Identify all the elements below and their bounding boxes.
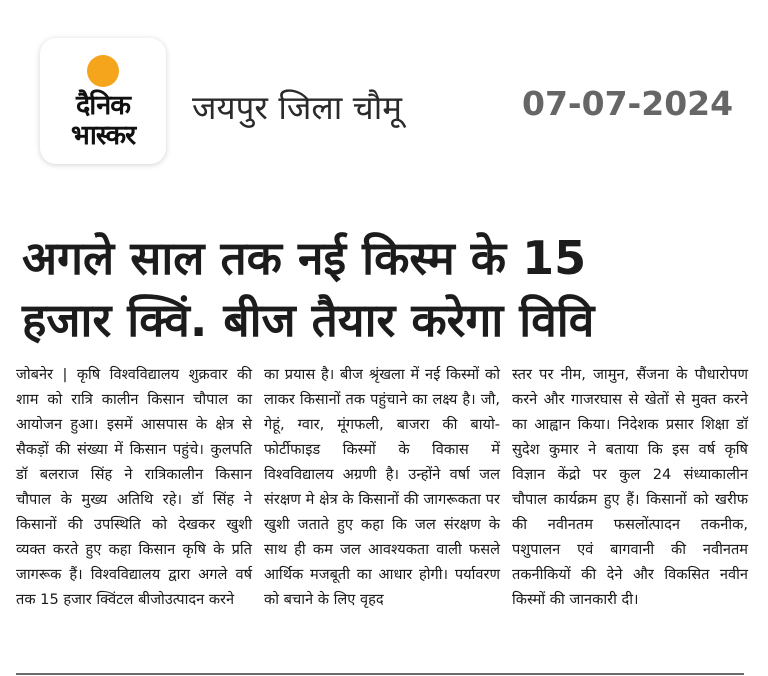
article-column-2: का प्रयास है। बीज श्रृंखला में नई किस्मों को लाकर किसानों तक पहुंचाने का लक्ष्य है। जौ, गेहूं, ग्वार, मूंगफली, बाजरा की बायो-फोर्टीफाइड किस्मों के विकास में विश्वविद्यालय अग्रणी है। उन्होंने वर्षा जल संरक्षण मे क्षेत्र के किसानों की जागरूकता पर खुशी जताते हुए कहा कि जल संरक्षण के साथ ही कम जल आवश्यकता वाली फसले आर्थिक मजबूती का आधार होगी। पर्यावरण को बचाने के लिए वृहद — [264, 366, 500, 608]
header — [0, 0, 768, 200]
logo-text-line2: भास्कर — [70, 120, 136, 151]
headline-line-1: अगले साल तक नई किस्म के 15 — [22, 231, 587, 285]
place-label: जयपुर जिला चौमू — [192, 88, 403, 127]
article-body — [16, 362, 756, 662]
article-column-1: जोबनेर | कृषि विश्वविद्यालय शुक्रवार की शाम को रात्रि कालीन किसान चौपाल का आयोजन हुआ। इसमें आसपास के क्षेत्र से सैकड़ों की संख्या में किसान पहुंचे। कुलपति डॉ बलराज सिंह ने रात्रिकालीन किसान चौपाल के मुख्य अतिथि रहे। डॉ सिंह ने किसानों की उपस्थिति को देखकर खुशी व्यक्त करते हुए कहा किसान कृषि के प्रति जागरूक हैं। विश्वविद्यालय द्वारा अगले वर्ष तक 15 हजार क्विंटल बीजोउत्पादन करने — [16, 366, 252, 608]
logo-text-line1: दैनिक — [75, 90, 131, 121]
dainik-bhaskar-logo — [40, 38, 166, 164]
article-column-3: स्तर पर नीम, जामुन, सैंजना के पौधारोपण करने और गाजरघास से खेतों से मुक्त करने का आह्वान किया। निदेशक प्रसार शिक्षा डॉ सुदेश कुमार ने बताया कि इस वर्ष कृषि विज्ञान केंद्रो पर कुल 24 संध्याकालीन चौपाल कार्यक्रम हुए हैं। किसानों को खरीफ की नवीनतम फसलोंत्पादन तकनीक, पशुपालन एवं बागवानी की नवीनतम तकनीकियों की देने और विकसित नवीन किस्मों की जानकारी दी। — [512, 366, 748, 608]
sun-icon — [87, 55, 119, 87]
date-label: 07-07-2024 — [522, 84, 734, 123]
bottom-divider — [16, 673, 744, 675]
headline-line-2: हजार क्विं. बीज तैयार करेगा विवि — [22, 293, 595, 347]
